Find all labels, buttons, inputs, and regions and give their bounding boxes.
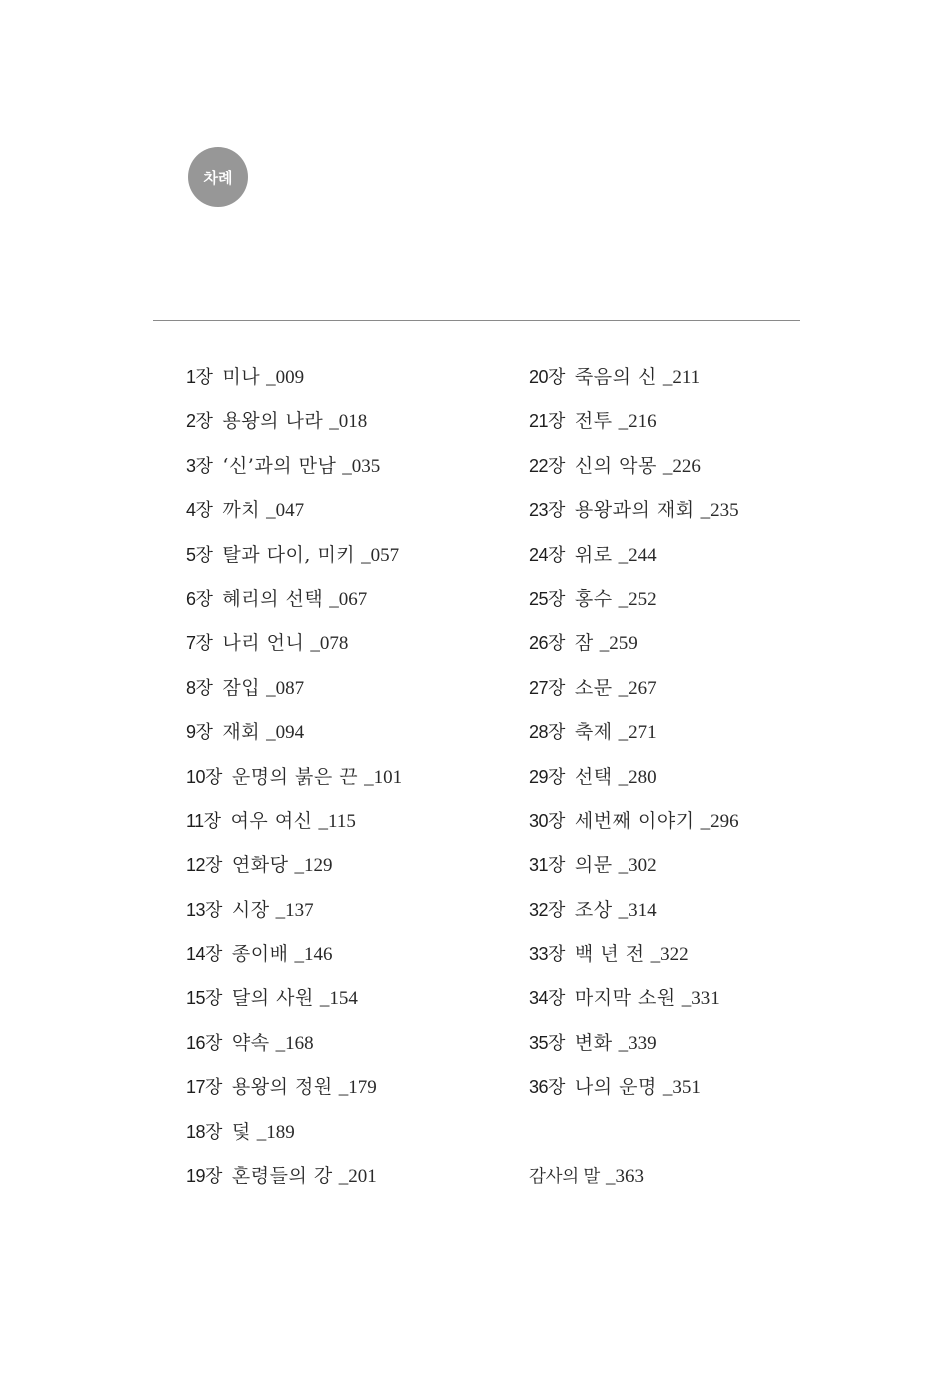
chapter-number: 29장 — [529, 766, 565, 787]
toc-entry[interactable] — [186, 891, 402, 935]
toc-entry[interactable] — [186, 758, 402, 802]
chapter-title: 조상 — [574, 898, 613, 921]
page-number: _146 — [294, 944, 333, 966]
chapter-title: 탈과 다이, 미키 — [222, 543, 356, 566]
chapter-number: 12장 — [186, 855, 222, 876]
page-number: _339 — [618, 1032, 657, 1054]
chapter-number: 15장 — [186, 988, 222, 1009]
page-number: _009 — [266, 367, 305, 388]
page-number: _094 — [266, 722, 305, 744]
toc-entry[interactable] — [529, 580, 739, 624]
page-number: _137 — [275, 899, 314, 921]
chapter-title: 용왕의 나라 — [222, 410, 324, 433]
chapter-title: 소문 — [574, 676, 613, 699]
toc-entry[interactable] — [186, 580, 402, 624]
page-number: _226 — [662, 455, 701, 477]
page-number: _101 — [364, 766, 403, 788]
toc-entry[interactable] — [186, 846, 402, 890]
chapter-number: 17장 — [186, 1077, 222, 1098]
chapter-title: 달의 사원 — [231, 987, 314, 1010]
toc-entry[interactable] — [529, 1024, 739, 1068]
chapter-title: 백 년 전 — [574, 943, 645, 966]
chapter-title: 나리 언니 — [222, 632, 305, 655]
chapter-number: 5장 — [186, 544, 213, 565]
toc-entry[interactable] — [186, 447, 402, 491]
page-number: _302 — [618, 855, 657, 877]
toc-entry[interactable] — [529, 447, 739, 491]
chapter-number: 25장 — [529, 588, 565, 609]
toc-entry[interactable] — [529, 536, 739, 580]
chapter-number: 24장 — [529, 544, 565, 565]
page-number: _252 — [618, 588, 657, 610]
chapter-number: 36장 — [529, 1077, 565, 1098]
spacer — [529, 1113, 739, 1157]
toc-entry[interactable] — [186, 402, 402, 446]
chapter-number: 9장 — [186, 722, 213, 743]
toc-entry[interactable] — [529, 1068, 739, 1112]
page-number: _078 — [310, 633, 349, 655]
toc-entry[interactable] — [529, 846, 739, 890]
toc-entry[interactable] — [529, 935, 739, 979]
toc-entry[interactable] — [186, 624, 402, 668]
chapter-title: 종이배 — [231, 943, 289, 966]
toc-entry[interactable] — [186, 669, 402, 713]
chapter-number: 27장 — [529, 677, 565, 698]
afterword-title: 감사의 말 — [529, 1166, 600, 1187]
toc-badge-label: 차례 — [203, 168, 233, 187]
page-number: _211 — [662, 367, 701, 388]
chapter-title: 연화당 — [231, 854, 289, 877]
chapter-number: 28장 — [529, 722, 565, 743]
toc-entry[interactable] — [186, 802, 402, 846]
chapter-number: 18장 — [186, 1121, 222, 1142]
chapter-title: 마지막 소원 — [574, 987, 676, 1010]
chapter-number: 13장 — [186, 899, 222, 920]
toc-entry[interactable] — [186, 1157, 402, 1201]
chapter-number: 2장 — [186, 411, 213, 432]
chapter-number: 11장 — [186, 810, 221, 831]
page-number: _189 — [256, 1121, 295, 1143]
chapter-title: 용왕과의 재회 — [574, 499, 695, 522]
toc-entry[interactable] — [529, 358, 739, 402]
chapter-number: 10장 — [186, 766, 222, 787]
page-number: _331 — [681, 988, 720, 1010]
chapter-number: 19장 — [186, 1166, 222, 1187]
toc-entry[interactable] — [186, 536, 402, 580]
chapter-number: 26장 — [529, 633, 565, 654]
chapter-title: 의문 — [574, 854, 613, 877]
page-number: _296 — [700, 810, 739, 832]
toc-entry[interactable] — [186, 358, 402, 402]
page-number: _216 — [618, 411, 657, 433]
chapter-title: 덫 — [231, 1120, 251, 1143]
page-number: _259 — [599, 633, 638, 655]
chapter-title: 홍수 — [574, 587, 613, 610]
page-number: _057 — [361, 544, 400, 566]
chapter-title: 전투 — [574, 410, 613, 433]
chapter-title: 잠 — [574, 632, 594, 655]
page-number: _087 — [266, 677, 305, 699]
page-number: _235 — [700, 500, 739, 522]
toc-entry[interactable] — [529, 758, 739, 802]
toc-column-right — [529, 358, 739, 1201]
chapter-title: 까치 — [222, 499, 261, 522]
chapter-title: 여우 여신 — [230, 809, 313, 832]
page-number: _363 — [605, 1166, 644, 1188]
toc-entry[interactable] — [529, 979, 739, 1023]
chapter-title: 세번째 이야기 — [574, 809, 695, 832]
chapter-number: 4장 — [186, 500, 213, 521]
chapter-number: 23장 — [529, 500, 565, 521]
chapter-title: 운명의 붉은 끈 — [231, 765, 359, 788]
page-number: _115 — [318, 810, 356, 832]
page-number: _129 — [294, 855, 333, 877]
toc-entry[interactable] — [529, 402, 739, 446]
toc-entry[interactable] — [186, 1113, 402, 1157]
chapter-number: 21장 — [529, 411, 565, 432]
chapter-title: 미나 — [222, 366, 261, 388]
toc-entry[interactable] — [529, 713, 739, 757]
toc-entry[interactable] — [186, 491, 402, 535]
chapter-title: 축제 — [574, 721, 613, 744]
chapter-title: 재회 — [222, 721, 261, 744]
toc-column-left — [186, 358, 402, 1201]
chapter-number: 32장 — [529, 899, 565, 920]
page-number: _271 — [618, 722, 657, 744]
chapter-title: 시장 — [231, 898, 270, 921]
toc-entry[interactable] — [529, 669, 739, 713]
chapter-number: 6장 — [186, 588, 213, 609]
page-number: _201 — [338, 1166, 377, 1188]
chapter-number: 14장 — [186, 944, 222, 965]
toc-entry[interactable] — [186, 1068, 402, 1112]
chapter-title: 약속 — [231, 1031, 270, 1054]
page-number: _018 — [329, 411, 368, 433]
page-number: _035 — [342, 455, 381, 477]
chapter-title: 위로 — [574, 543, 613, 566]
page-number: _267 — [618, 677, 657, 699]
toc-entry[interactable] — [186, 935, 402, 979]
chapter-title: 신의 악몽 — [574, 454, 657, 477]
toc-entry[interactable] — [529, 624, 739, 668]
toc-entry[interactable] — [529, 491, 739, 535]
chapter-number: 31장 — [529, 855, 565, 876]
page-number: _244 — [618, 544, 657, 566]
chapter-title: 나의 운명 — [574, 1076, 657, 1099]
chapter-title: 죽음의 신 — [574, 366, 657, 388]
page-number: _067 — [329, 588, 368, 610]
chapter-number: 20장 — [529, 367, 565, 387]
chapter-title: 잠입 — [222, 676, 261, 699]
chapter-number: 22장 — [529, 455, 565, 476]
chapter-title: 변화 — [574, 1031, 613, 1054]
toc-entry[interactable] — [529, 891, 739, 935]
toc-entry[interactable] — [529, 802, 739, 846]
page-number: _154 — [319, 988, 358, 1010]
page-number: _322 — [650, 944, 689, 966]
page-number: _351 — [662, 1077, 701, 1099]
chapter-number: 1장 — [186, 367, 213, 387]
page-number: _314 — [618, 899, 657, 921]
chapter-title: 혼령들의 강 — [231, 1165, 333, 1188]
chapter-number: 7장 — [186, 633, 213, 654]
toc-badge — [188, 147, 248, 207]
toc-entry-afterword[interactable] — [529, 1157, 739, 1201]
page-number: _179 — [338, 1077, 377, 1099]
chapter-title: 혜리의 선택 — [222, 587, 324, 610]
chapter-number: 3장 — [186, 455, 213, 476]
chapter-title: 용왕의 정원 — [231, 1076, 333, 1099]
chapter-number: 30장 — [529, 810, 565, 831]
toc-entry[interactable] — [186, 979, 402, 1023]
page-number: _047 — [266, 500, 305, 522]
toc-entry[interactable] — [186, 1024, 402, 1068]
toc-entry[interactable] — [186, 713, 402, 757]
chapter-number: 8장 — [186, 677, 213, 698]
page-number: _280 — [618, 766, 657, 788]
chapter-number: 33장 — [529, 944, 565, 965]
chapter-title: 선택 — [574, 765, 613, 788]
chapter-title: ‘신’과의 만남 — [222, 454, 337, 477]
chapter-number: 34장 — [529, 988, 565, 1009]
chapter-number: 16장 — [186, 1032, 222, 1053]
chapter-number: 35장 — [529, 1032, 565, 1053]
header-divider — [153, 320, 800, 321]
page-number: _168 — [275, 1032, 314, 1054]
